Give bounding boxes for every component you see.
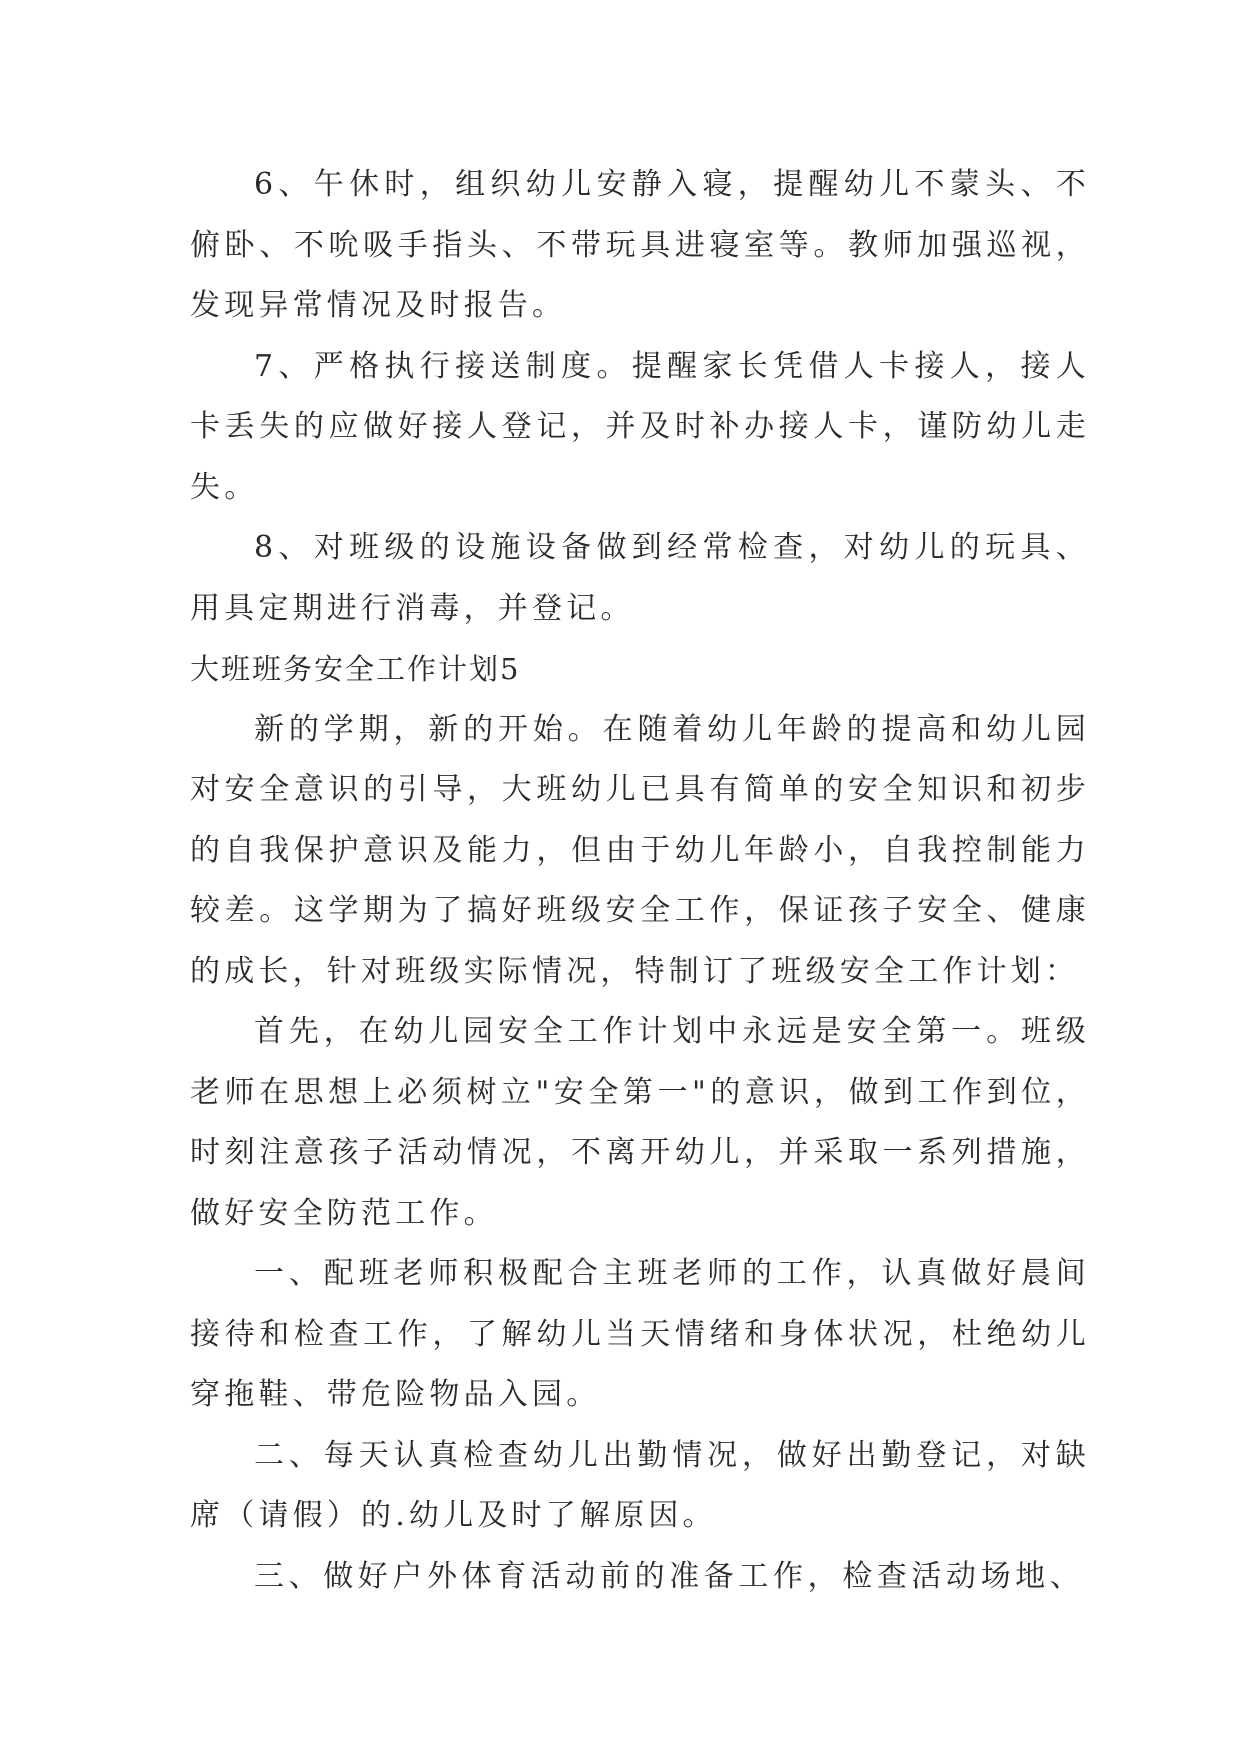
- section-heading: 大班班务安全工作计划5: [190, 652, 521, 686]
- paragraph-item-7: 7、严格执行接送制度。提醒家长凭借人卡接人，接人卡丢失的应做好接人登记，并及时补办接人卡，谨防幼儿走失。: [190, 348, 1090, 505]
- paragraph-item-6: 6、午休时，组织幼儿安静入寝，提醒幼儿不蒙头、不俯卧、不吮吸手指头、不带玩具进寝室等。教师加强巡视，发现异常情况及时报告。: [190, 167, 1090, 323]
- paragraph-intro: 新的学期，新的开始。在随着幼儿年龄的提高和幼儿园对安全意识的引导，大班幼儿已具有简单的安全知识和初步的自我保护意识及能力，但由于幼儿年龄小，自我控制能力较差。这学期为了搞好班级安全工作，保证孩子安全、健康的成长，针对班级实际情况，特制订了班级安全工作计划：: [190, 711, 1090, 989]
- document-body: [190, 155, 1090, 1607]
- paragraph-point-3: 三、做好户外体育活动前的准备工作，检查活动场地、: [254, 1558, 1085, 1594]
- paragraph-first: 首先，在幼儿园安全工作计划中永远是安全第一。班级老师在思想上必须树立"安全第一"的意识，做到工作到位，时刻注意孩子活动情况，不离开幼儿，并采取一系列措施，做好安全防范工作。: [190, 1014, 1090, 1231]
- paragraph-point-2: 二、每天认真检查幼儿出勤情况，做好出勤登记，对缺席（请假）的.幼儿及时了解原因。: [190, 1437, 1090, 1533]
- paragraph-point-1: 一、配班老师积极配合主班老师的工作，认真做好晨间接待和检查工作，了解幼儿当天情绪和身体状况，杜绝幼儿穿拖鞋、带危险物品入园。: [190, 1256, 1090, 1412]
- paragraph-item-8: 8、对班级的设施设备做到经常检查，对幼儿的玩具、用具定期进行消毒，并登记。: [190, 530, 1090, 626]
